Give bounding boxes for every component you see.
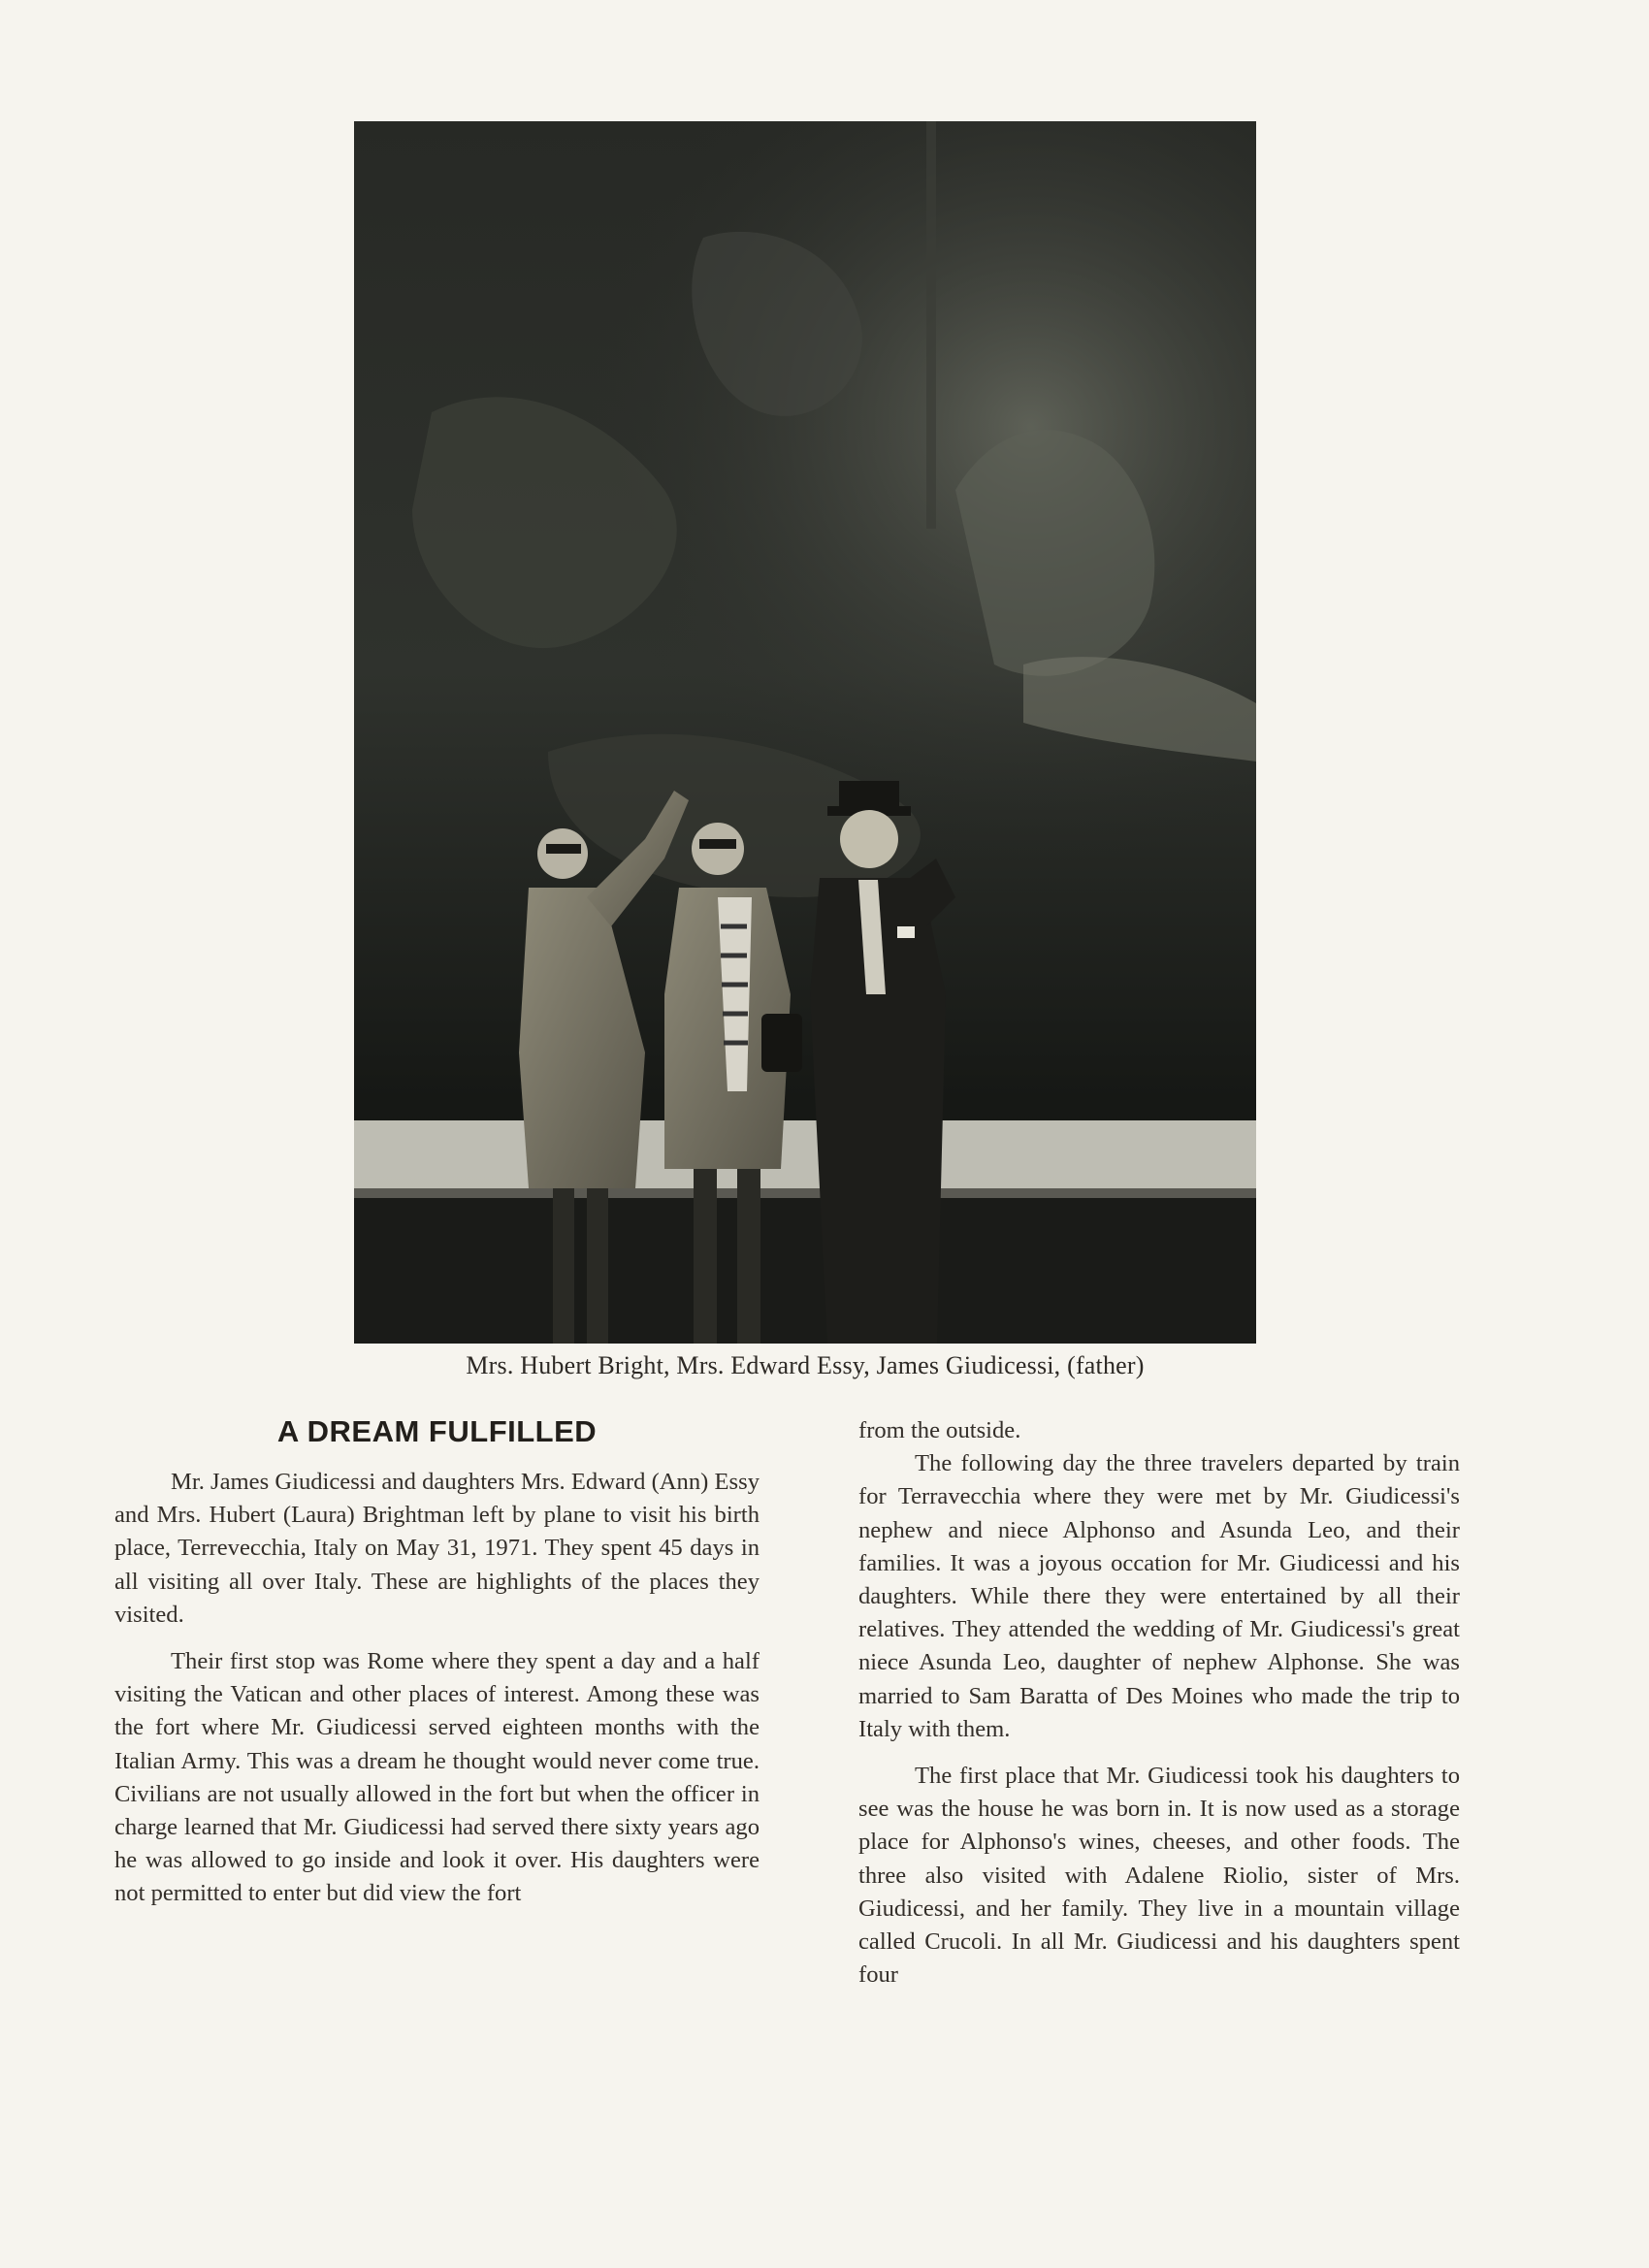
article-paragraph-continued: from the outside.: [858, 1417, 1021, 1443]
article-headline: A DREAM FULFILLED: [276, 1414, 598, 1448]
article-paragraph: The first place that Mr. Giudicessi took his daughters to see was the house he was born in. It is now used as a storage place for Alphonso's wines, cheeses, and other foods. The three also visited with Adalene Riolio, sister of Mrs. Giudicessi, and her family. They live in a mountain village called Crucoli. In all Mr. Giudicessi and his daughters spent four: [858, 1763, 1460, 1989]
article-paragraph: Their first stop was Rome where they spent a day and a half visiting the Vatican and other places of interest. Among these was the fort where Mr. Giudicessi served eighteen months with the Italian Army. This was a dream he thought would never come true. Civilians are not usually allowed in the fort but when the officer in charge learned that Mr. Giudicessi had served there sixty years ago he was allowed to go inside and look it over. His daughters were not permitted to enter but did view the fort: [114, 1648, 760, 1907]
article-photo: [354, 121, 1256, 1344]
article-column-left: [114, 1466, 760, 1911]
article-paragraph: Mr. James Giudicessi and daughters Mrs. Edward (Ann) Essy and Mrs. Hubert (Laura) Brightman left by plane to visit his birth place, Terrevecchia, Italy on May 31, 1971. They spent 45 days in all visiting all over Italy. These are highlights of the places they visited.: [114, 1469, 760, 1628]
article-column-right: [858, 1414, 1460, 1992]
photo-caption: Mrs. Hubert Bright, Mrs. Edward Essy, James Giudicessi, (father): [466, 1351, 1145, 1379]
photo-illustration: [354, 121, 1256, 1344]
article-paragraph: The following day the three travelers departed by train for Terravecchia where they were met by Mr. Giudicessi's nephew and niece Alphonso and Asunda Leo, and their families. It was a joyous occation for Mr. Giudicessi and his daughters. While there they were entertained by all their relatives. They attended the wedding of Mr. Giudicessi's great niece Asunda Leo, daughter of nephew Alphonse. She was married to Sam Baratta of Des Moines who made the trip to Italy with them.: [858, 1450, 1460, 1742]
